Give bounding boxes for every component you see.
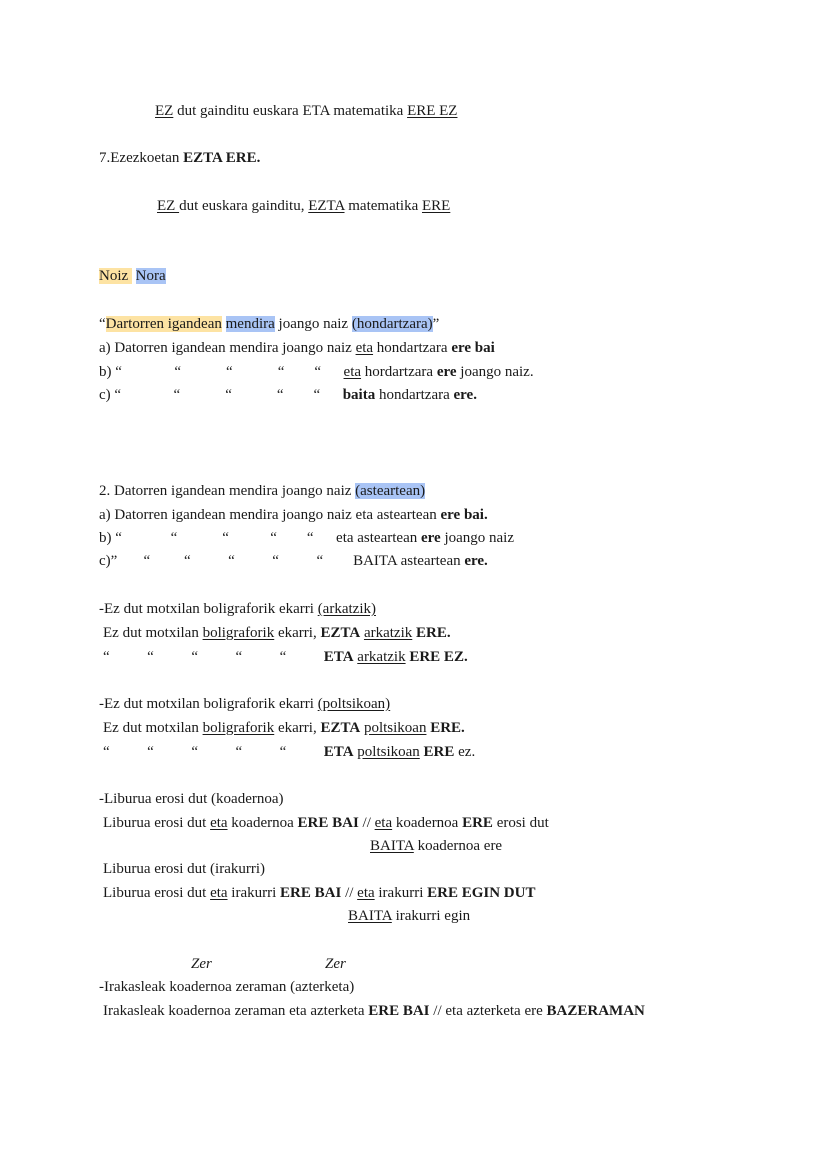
text-line — [99, 385, 477, 405]
text-segment: ekarri, — [274, 720, 321, 736]
text-segment: joango naiz — [274, 316, 352, 332]
text-segment: ez. — [454, 744, 476, 760]
text-line — [99, 977, 354, 997]
text-segment: ERE. — [416, 625, 451, 641]
text-segment: b) “ “ “ “ “ eta asteartean — [99, 530, 421, 546]
text-segment: arkatzik — [357, 649, 406, 665]
text-segment: eta — [374, 815, 393, 831]
text-segment: Liburua erosi dut (irakurri) — [103, 861, 266, 877]
text-segment: a) Datorren igandean mendira joango naiz eta asteartean — [99, 507, 441, 523]
text-line — [103, 883, 535, 903]
text-segment: EZTA ERE. — [183, 150, 261, 166]
text-segment: koadernoa ere — [413, 838, 503, 854]
text-segment: ERE EGIN DUT — [427, 885, 536, 901]
text-segment: boligraforik — [202, 720, 275, 736]
text-line — [99, 314, 439, 334]
text-line — [99, 338, 495, 358]
text-line — [103, 859, 265, 879]
text-segment: // — [341, 885, 358, 901]
text-line — [99, 148, 260, 168]
text-line — [99, 505, 488, 525]
text-segment: matematika — [344, 198, 422, 214]
text-segment: ERE — [421, 198, 451, 214]
text-segment: c) “ “ “ “ “ — [99, 387, 343, 403]
text-segment: Liburua erosi dut — [103, 885, 211, 901]
text-segment: EZ — [157, 198, 180, 214]
text-segment: 7.Ezezkoetan — [99, 150, 184, 166]
text-segment: ere. — [464, 553, 488, 569]
text-segment: Liburua erosi dut — [103, 815, 211, 831]
text-line — [99, 789, 284, 809]
text-segment: ETA — [323, 649, 354, 665]
text-segment: “ “ “ “ “ — [103, 744, 324, 760]
text-segment: -Ez dut motxilan boligraforik ekarri — [99, 696, 318, 712]
text-segment: ere — [436, 364, 457, 380]
text-line — [99, 599, 376, 619]
text-line — [103, 647, 468, 667]
text-segment: ERE. — [430, 720, 465, 736]
text-segment: Ez dut motxilan — [103, 720, 203, 736]
text-segment: EZTA — [308, 198, 345, 214]
text-segment: baita — [342, 387, 376, 403]
highlighted-text: Nora — [135, 268, 166, 284]
text-segment: erosi dut — [492, 815, 549, 831]
text-segment: eta — [210, 885, 228, 901]
highlighted-text: Dartorren igandean — [105, 316, 222, 332]
text-segment: koadernoa — [392, 815, 463, 831]
text-segment: -Liburua erosi dut (koadernoa) — [99, 791, 284, 807]
text-segment: ERE BAI — [368, 1003, 430, 1019]
text-segment: EZ — [155, 103, 174, 119]
text-line — [325, 954, 346, 974]
text-line — [99, 481, 425, 501]
text-segment: “ “ “ “ “ — [103, 649, 324, 665]
text-segment: -Irakasleak koadernoa zeraman (azterketa) — [99, 979, 355, 995]
text-line — [99, 266, 166, 286]
text-segment: BAITA — [348, 908, 392, 924]
text-segment: poltsikoan — [357, 744, 420, 760]
text-segment: ere. — [453, 387, 477, 403]
text-segment: (poltsikoan) — [317, 696, 391, 712]
text-segment: ETA — [323, 744, 354, 760]
highlighted-text: mendira — [225, 316, 275, 332]
text-line — [348, 906, 470, 926]
text-segment: ere bai. — [440, 507, 488, 523]
text-segment: ERE BAI — [297, 815, 359, 831]
text-segment: boligraforik — [202, 625, 275, 641]
text-segment: ERE EZ. — [409, 649, 468, 665]
text-segment: eta — [343, 364, 362, 380]
text-segment: eta — [357, 885, 375, 901]
text-segment: -Ez dut motxilan boligraforik ekarri — [99, 601, 318, 617]
text-segment: Zer — [191, 956, 212, 972]
text-segment: poltsikoan — [363, 720, 427, 736]
text-segment: joango naiz. — [456, 364, 534, 380]
text-segment: ERE — [423, 744, 455, 760]
text-segment: koadernoa — [227, 815, 298, 831]
text-segment: Irakasleak koadernoa zeraman eta azterketa — [103, 1003, 369, 1019]
text-segment: eta — [210, 815, 228, 831]
text-line — [103, 813, 549, 833]
text-line — [99, 528, 514, 548]
text-line — [103, 742, 475, 762]
text-segment: ERE EZ — [407, 103, 458, 119]
text-segment: eta — [355, 340, 374, 356]
text-segment: ERE — [462, 815, 493, 831]
text-segment: b) “ “ “ “ “ — [99, 364, 344, 380]
text-segment: (arkatzik) — [317, 601, 376, 617]
text-line — [103, 1001, 645, 1021]
text-segment: Ez dut motxilan — [103, 625, 203, 641]
text-line — [155, 101, 457, 121]
text-segment: // eta azterketa ere — [429, 1003, 547, 1019]
text-segment: ere — [420, 530, 441, 546]
text-segment: irakurri egin — [391, 908, 471, 924]
text-segment: arkatzik — [363, 625, 413, 641]
text-segment: // — [358, 815, 375, 831]
text-segment: dut euskara gainditu, — [179, 198, 309, 214]
text-segment: hordartzara — [361, 364, 437, 380]
highlighted-text: (asteartean) — [355, 483, 426, 499]
text-line — [99, 694, 390, 714]
text-line — [103, 623, 451, 643]
text-segment: BAITA — [370, 838, 414, 854]
text-segment: a) Datorren igandean mendira joango naiz — [99, 340, 356, 356]
text-segment: irakurri — [374, 885, 428, 901]
text-segment: ere bai — [451, 340, 495, 356]
text-line — [99, 551, 488, 571]
text-line — [191, 954, 212, 974]
text-segment: hondartzara — [375, 387, 454, 403]
text-segment: 2. Datorren igandean mendira joango naiz — [99, 483, 356, 499]
text-line — [370, 836, 502, 856]
text-segment: hondartzara — [373, 340, 452, 356]
text-segment: Zer — [325, 956, 346, 972]
text-segment: c)” “ “ “ “ “ BAITA asteartean — [99, 553, 465, 569]
text-segment: ” — [432, 316, 440, 332]
text-segment: EZTA — [320, 720, 361, 736]
text-segment: EZTA — [320, 625, 361, 641]
text-segment: irakurri — [227, 885, 281, 901]
text-segment: “ — [99, 316, 106, 332]
text-segment: dut gainditu euskara ETA matematika — [173, 103, 408, 119]
text-segment: BAZERAMAN — [546, 1003, 645, 1019]
text-line — [103, 718, 465, 738]
text-segment: ekarri, — [274, 625, 321, 641]
text-segment: ERE BAI — [280, 885, 342, 901]
highlighted-text: Noiz — [99, 268, 132, 284]
text-line — [99, 362, 534, 382]
highlighted-text: (hondartzara) — [351, 316, 433, 332]
text-line — [157, 196, 450, 216]
text-segment: joango naiz — [440, 530, 514, 546]
